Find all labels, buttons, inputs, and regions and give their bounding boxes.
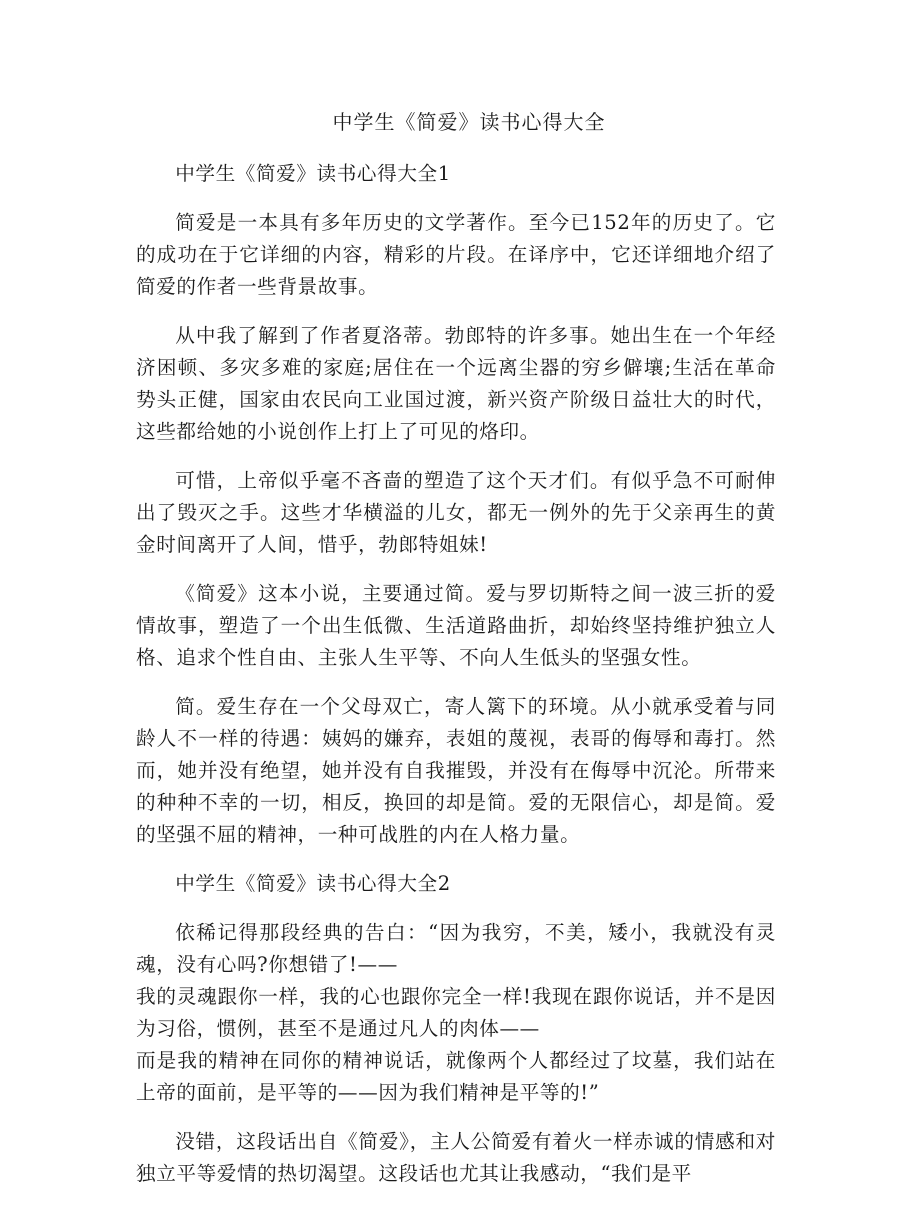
paragraph: 《简爱》这本小说，主要通过简。爱与罗切斯特之间一波三折的爱情故事，塑造了一个出生低微、生活道路曲折，却始终坚持维护独立人格、追求个性自由、主张人生平等、不向人生低头的坚强女性。: [136, 582, 776, 669]
quote-line: 依稀记得那段经典的告白：“因为我穷，不美，矮小，我就没有灵魂，没有心吗?你想错了!——: [136, 921, 776, 976]
paragraph: 可惜，上帝似乎毫不吝啬的塑造了这个天才们。有似乎急不可耐伸出了毁灭之手。这些才华横溢的儿女，都无一例外的先于父亲再生的黄金时间离开了人间，惜乎，勃郎特姐妹!: [136, 469, 776, 556]
paragraph: 简爱是一本具有多年历史的文学著作。至今已152年的历史了。它的成功在于它详细的内容，精彩的片段。在译序中，它还详细地介绍了简爱的作者一些背景故事。: [136, 211, 776, 298]
section-heading: 中学生《简爱》读书心得大全2: [175, 872, 451, 895]
document-title: 中学生《简爱》读书心得大全: [332, 110, 606, 134]
quote-paragraph: [136, 917, 776, 1109]
section-heading: 中学生《简爱》读书心得大全1: [175, 162, 451, 185]
paragraph: 从中我了解到了作者夏洛蒂。勃郎特的许多事。她出生在一个年经济困顿、多灾多难的家庭;居住在一个远离尘器的穷乡僻壤;生活在革命势头正健，国家由农民向工业国过渡，新兴资产阶级日益壮大的时代，这些都给她的小说创作上打上了可见的烙印。: [136, 324, 776, 443]
paragraph: 没错，这段话出自《简爱》，主人公简爱有着火一样赤诚的情感和对独立平等爱情的热切渴望。这段话也尤其让我感动，“我们是平: [136, 1130, 776, 1185]
document-page: [136, 106, 776, 1207]
paragraph: 简。爱生存在一个父母双亡，寄人篱下的环境。从小就承受着与同龄人不一样的待遇：姨妈的嫌弃，表姐的蔑视，表哥的侮辱和毒打。然而，她并没有绝望，她并没有自我摧毁，并没有在侮辱中沉沦。所带来的种种不幸的一切，相反，换回的却是简。爱的无限信心，却是简。爱的坚强不屈的精神，一种可战胜的内在人格力量。: [136, 695, 776, 846]
quote-line: 我的灵魂跟你一样，我的心也跟你完全一样!我现在跟你说话，并不是因为习俗，惯例，甚至不是通过凡人的肉体——: [136, 985, 776, 1040]
quote-line: 而是我的精神在同你的精神说话，就像两个人都经过了坟墓，我们站在上帝的面前，是平等的——因为我们精神是平等的!”: [136, 1049, 776, 1104]
